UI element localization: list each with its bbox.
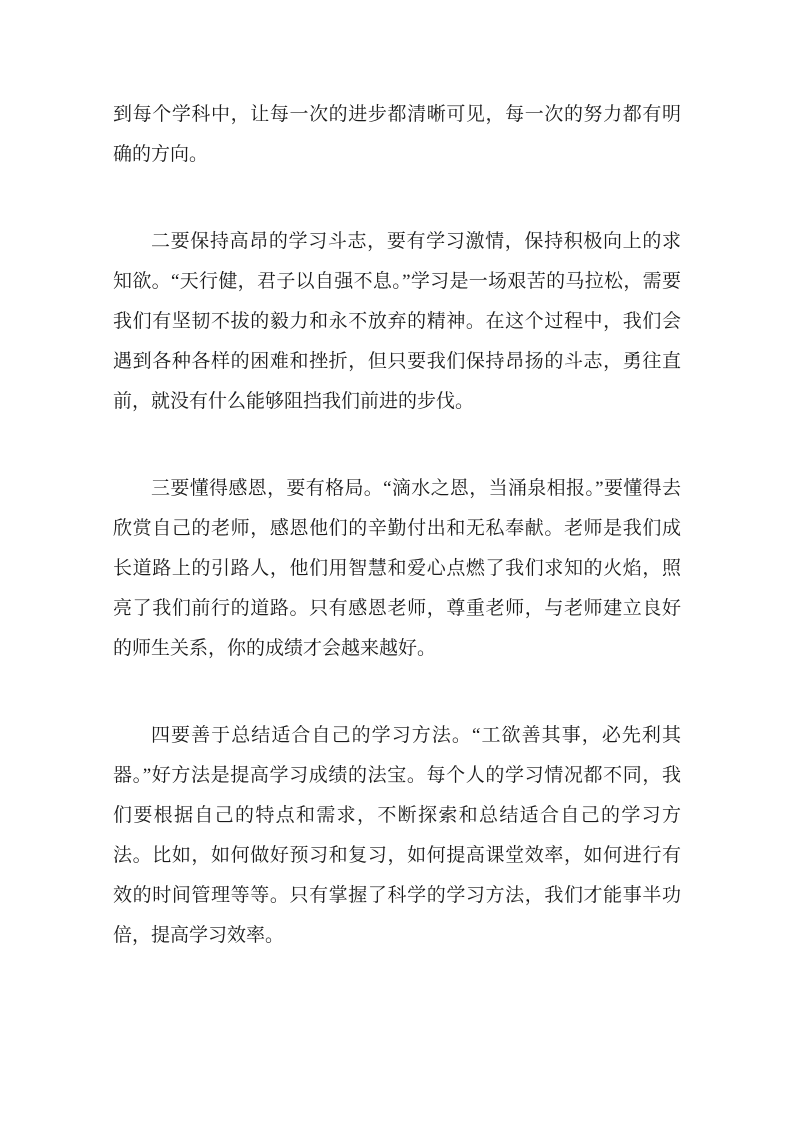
paragraph-continuation: 到每个学科中，让每一次的进步都清晰可见，每一次的努力都有明确的方向。 — [113, 104, 681, 165]
paragraph-point-two-study-morale: 二要保持高昂的学习斗志，要有学习激情，保持积极向上的求知欲。“天行健，君子以自强不息。”学习是一场艰苦的马拉松，需要我们有坚韧不拔的毅力和永不放弃的精神。在这个过程中，我们会遇到各种各样的困难和挫折，但只要我们保持昂扬的斗志，勇往直前，就没有什么能够阻挡我们前进的步伐。 — [113, 231, 681, 412]
document-body-text — [113, 95, 681, 956]
paragraph-point-four-study-methods: 四要善于总结适合自己的学习方法。“工欲善其事，必先利其器。”好方法是提高学习成绩的法宝。每个人的学习情况都不同，我们要根据自己的特点和需求，不断探索和总结适合自己的学习方法。比如，如何做好预习和复习，如何提高课堂效率，如何进行有效的时间管理等等。只有掌握了科学的学习方法，我们才能事半功倍，提高学习效率。 — [113, 725, 681, 946]
paragraph-point-three-gratitude: 三要懂得感恩，要有格局。“滴水之恩，当涌泉相报。”要懂得去欣赏自己的老师，感恩他们的辛勤付出和无私奉献。老师是我们成长道路上的引路人，他们用智慧和爱心点燃了我们求知的火焰，照亮了我们前行的道路。只有感恩老师，尊重老师，与老师建立良好的师生关系，你的成绩才会越来越好。 — [113, 478, 681, 659]
